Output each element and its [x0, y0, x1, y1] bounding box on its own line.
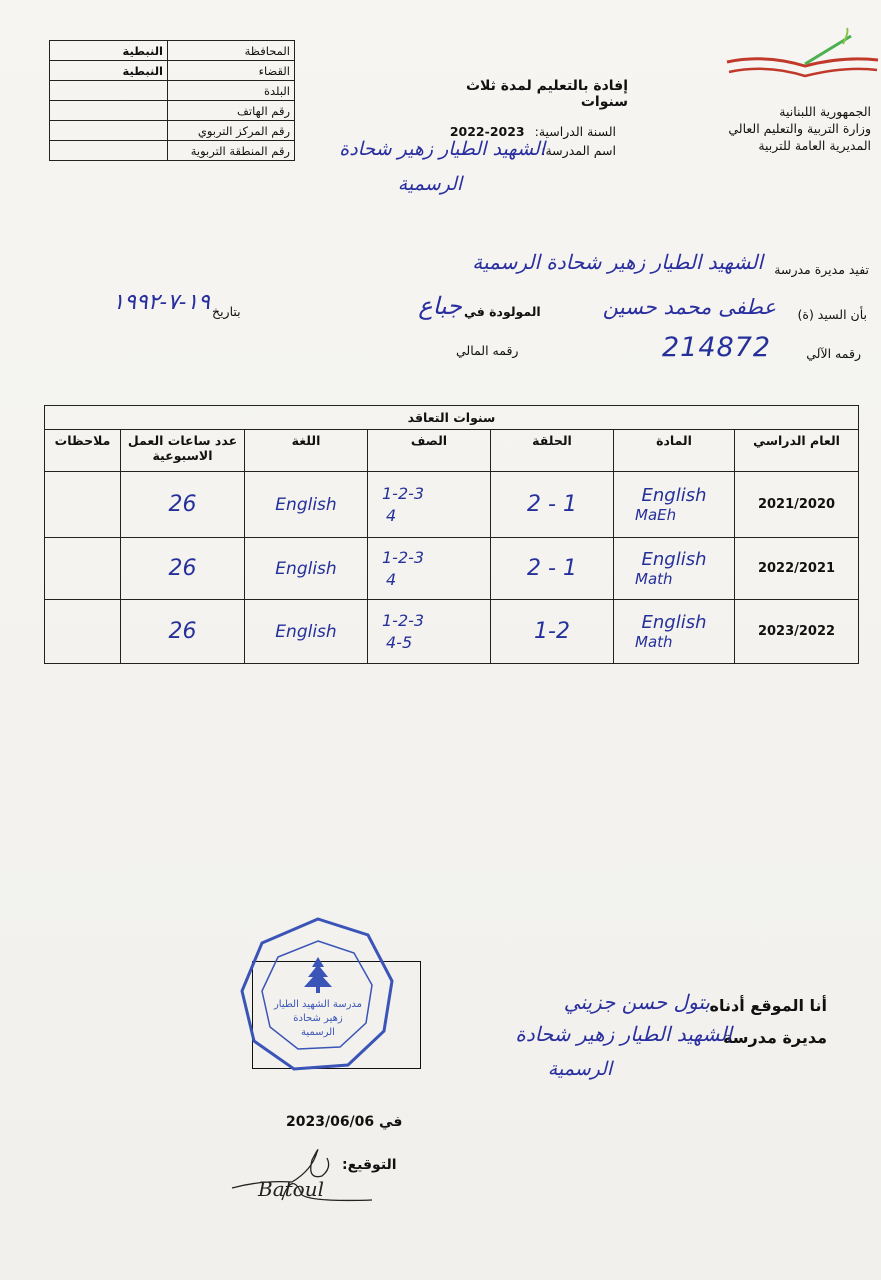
- header-notes: ملاحظات: [45, 430, 121, 472]
- cell-subject-2: Math: [635, 569, 673, 588]
- info-table: [49, 40, 295, 161]
- cell-class-2: 4: [386, 569, 397, 589]
- cell-year: 2022/2021: [735, 538, 859, 600]
- date-label: بتاريخ: [212, 304, 241, 319]
- cell-subject-1: English: [641, 548, 707, 570]
- cell-subject: [614, 600, 735, 664]
- cell-hours: 26: [121, 538, 245, 600]
- header-language: اللغة: [245, 430, 368, 472]
- cell-class-2: 4-5: [386, 632, 413, 652]
- cell-cycle: 1 - 2: [491, 538, 614, 600]
- cell-class-1: 1-2-3: [382, 610, 425, 630]
- cell-cycle: 1 - 2: [491, 472, 614, 538]
- signature-text: Batoul: [258, 1177, 324, 1201]
- stamp-inner-1: مدرسة الشهيد الطيار: [273, 999, 363, 1010]
- cell-subject-2: Math: [635, 632, 673, 651]
- cell-class: [368, 472, 491, 538]
- cell-year: 2021/2020: [735, 472, 859, 538]
- info-row: [50, 121, 295, 141]
- sign-date-value: 2023/06/06: [286, 1114, 375, 1130]
- info-label: رقم المركز التربوي: [168, 121, 295, 141]
- table-row: [45, 472, 859, 538]
- undersigned-label: أنا الموقع أدناه: [709, 996, 827, 1015]
- header-class: الصف: [368, 430, 491, 472]
- info-value: [50, 101, 168, 121]
- cell-notes: [45, 600, 121, 664]
- sign-date-label: في: [379, 1114, 403, 1130]
- cell-language: English: [245, 538, 368, 600]
- director-value-2: الرسمية: [547, 1058, 613, 1080]
- table-row: [45, 600, 859, 664]
- info-row: [50, 141, 295, 161]
- cell-hours: 26: [121, 600, 245, 664]
- cell-class-1: 1-2-3: [382, 483, 425, 503]
- school-year-value: 2023-2022: [449, 124, 525, 139]
- intro-label: تفيد مديرة مدرسة: [774, 262, 869, 277]
- info-label: رقم المنطقة التربوية: [168, 141, 295, 161]
- cell-subject: [614, 472, 735, 538]
- cell-notes: [45, 472, 121, 538]
- info-value: [50, 81, 168, 101]
- cell-language: English: [245, 600, 368, 664]
- info-label: البلدة: [168, 81, 295, 101]
- header-subject: المادة: [614, 430, 735, 472]
- school-name-label: اسم المدرسة:: [541, 143, 616, 158]
- date-value: ١٩-٧-١٩٩٢: [112, 290, 210, 315]
- mr-value: عطفى محمد حسين: [602, 295, 776, 319]
- cell-class-1: 1-2-3: [382, 547, 425, 567]
- num-value: 214872: [662, 332, 772, 363]
- cell-class: [368, 600, 491, 664]
- cell-year: 2023/2022: [735, 600, 859, 664]
- info-row: [50, 61, 295, 81]
- info-row: [50, 41, 295, 61]
- stamp-inner-3: الرسمية: [301, 1027, 335, 1038]
- school-stamp: [238, 915, 398, 1075]
- school-name-handwritten-2: الرسمية: [397, 173, 463, 195]
- sign-label: التوقيع:: [342, 1157, 397, 1173]
- cell-language: English: [245, 472, 368, 538]
- table-row: [45, 538, 859, 600]
- ministry-line1: الجمهورية اللبنانية: [779, 104, 871, 119]
- cell-subject-2: MaEh: [635, 505, 677, 524]
- info-label: القضاء: [168, 61, 295, 81]
- undersigned-value: بتول حسن جزيني: [563, 990, 710, 1014]
- cell-subject: [614, 538, 735, 600]
- school-year-label: السنة الدراسية:: [534, 124, 616, 139]
- info-label: رقم الهاتف: [168, 101, 295, 121]
- cell-cycle: 1-2: [491, 600, 614, 664]
- table-caption: سنوات التعاقد: [45, 406, 859, 430]
- ministry-line3: المديرية العامة للتربية: [758, 138, 871, 153]
- cell-notes: [45, 538, 121, 600]
- born-label: المولودة في: [464, 304, 541, 319]
- cell-subject-1: English: [641, 611, 707, 633]
- mr-label: بأن السيد (ة): [797, 307, 867, 322]
- cell-class: [368, 538, 491, 600]
- header-hours: عدد ساعات العمل الاسبوعية: [121, 430, 245, 472]
- director-value: الشهيد الطيار زهير شحادة: [515, 1022, 732, 1046]
- num-label: رقمه الآلي: [806, 346, 861, 361]
- ministry-line2: وزارة التربية والتعليم العالي: [728, 121, 871, 136]
- fin-label: رقمه المالي: [456, 343, 519, 358]
- school-name-handwritten: الشهيد الطيار زهير شحادة: [339, 138, 545, 160]
- info-value: النبطية: [50, 41, 168, 61]
- cell-hours: 26: [121, 472, 245, 538]
- info-value: [50, 121, 168, 141]
- contract-years-table: [44, 405, 859, 664]
- info-row: [50, 101, 295, 121]
- header-cycle: الحلقة: [491, 430, 614, 472]
- info-value: [50, 141, 168, 161]
- director-label: مديرة مدرسة: [723, 1028, 827, 1047]
- ministry-header: [728, 103, 871, 154]
- info-row: [50, 81, 295, 101]
- intro-school-handwritten: الشهيد الطيار زهير شحادة الرسمية: [472, 250, 763, 274]
- header-year: العام الدراسي: [735, 430, 859, 472]
- document-title: إفادة بالتعليم لمدة ثلاث سنوات: [465, 78, 628, 110]
- ministry-logo: [725, 26, 880, 96]
- signature-scrawl: [222, 1140, 382, 1215]
- sign-date: [286, 1114, 402, 1130]
- cell-subject-1: English: [641, 484, 707, 506]
- school-year: [450, 124, 616, 139]
- born-value: جباع: [418, 292, 462, 320]
- cell-class-2: 4: [386, 505, 397, 525]
- info-value: النبطية: [50, 61, 168, 81]
- info-label: المحافظة: [168, 41, 295, 61]
- stamp-inner-2: زهير شحادة: [293, 1013, 343, 1024]
